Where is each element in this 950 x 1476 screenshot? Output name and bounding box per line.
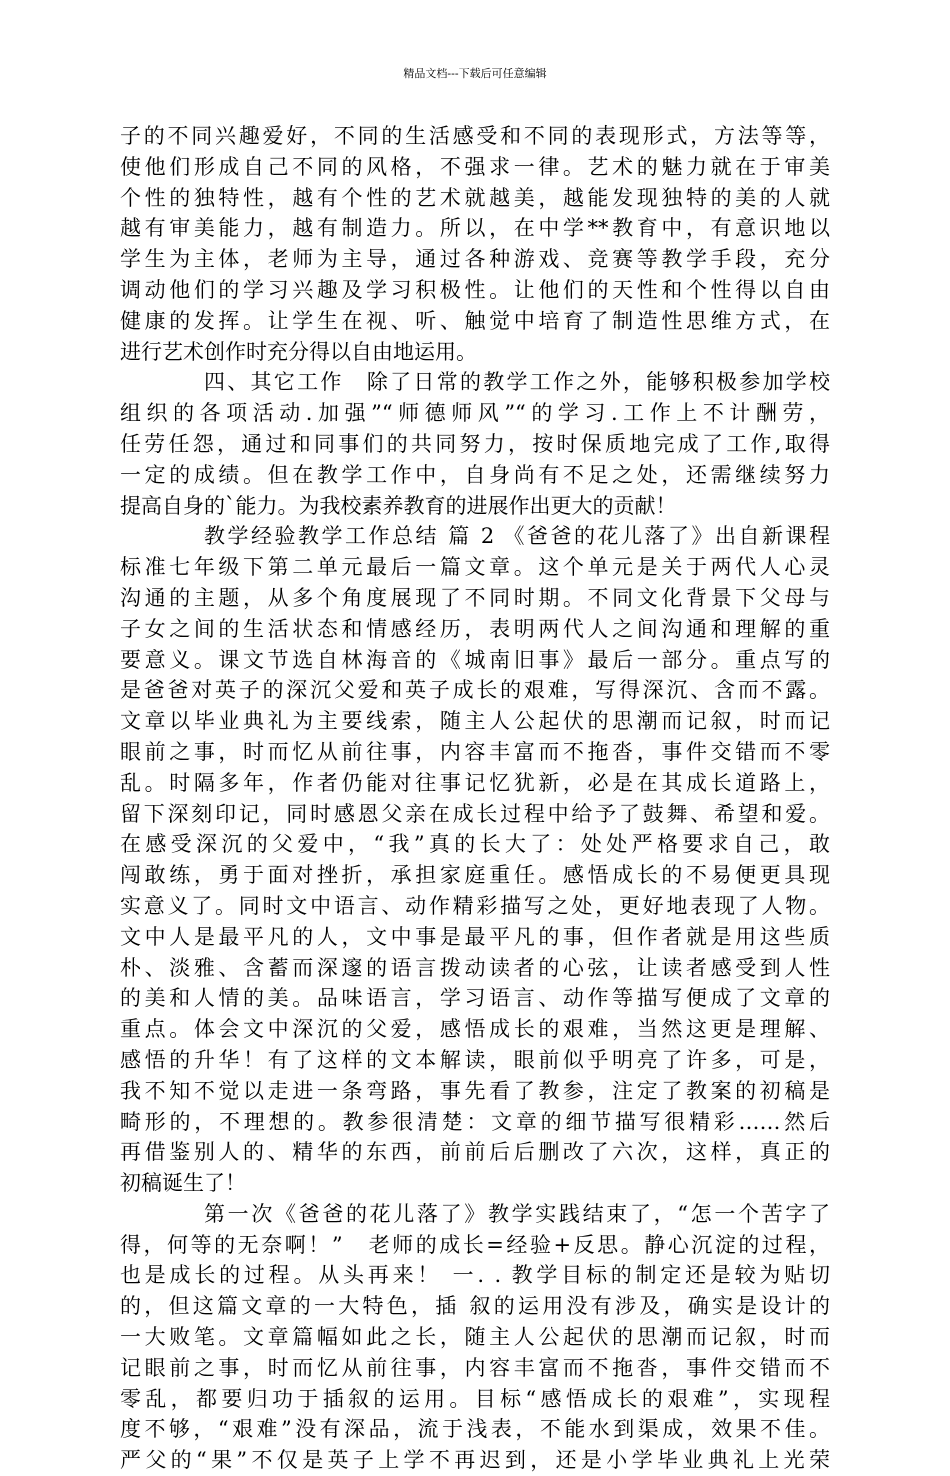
text-line: 越有审美能力，越有制造力。所以，在中学**教育中，有意识地以 bbox=[120, 216, 830, 241]
text-line: 要意义。课文节选自林海音的《城南旧事》最后一部分。重点写的 bbox=[120, 647, 830, 672]
text-line: 闯敢练，勇于面对挫折，承担家庭重任。感悟成长的不易便更具现 bbox=[120, 863, 830, 888]
text-line: 是爸爸对英子的深沉父爱和英子成长的艰难，写得深沉、含而不露。 bbox=[120, 678, 830, 703]
text-line: 的，但这篇文章的一大特色，插 叙的运用没有涉及，确实是设计的 bbox=[120, 1294, 830, 1319]
text-line: 记眼前之事，时而忆从前往事，内容丰富而不拖沓，事件交错而不 bbox=[120, 1355, 830, 1380]
text-line: 留下深刻印记，同时感恩父亲在成长过程中给予了鼓舞、希望和爱。 bbox=[120, 801, 830, 826]
page-header: 精品文档---下载后可任意编辑 bbox=[403, 67, 547, 80]
text-line: 第一次《爸爸的花儿落了》教学实践结束了，“怎一个苦字了 bbox=[204, 1201, 830, 1226]
text-line: 使他们形成自己不同的风格，不强求一律。艺术的魅力就在于审美 bbox=[120, 154, 830, 179]
text-line: 一大败笔。文章篇幅如此之长，随主人公起伏的思潮而记叙，时而 bbox=[120, 1325, 830, 1350]
text-line: 在感受深沉的父爱中，“我”真的长大了：处处严格要求自己，敢 bbox=[120, 832, 830, 857]
text-line: 感悟的升华！有了这样的文本解读，眼前似乎明亮了许多，可是， bbox=[120, 1047, 830, 1072]
text-line: 健康的发挥。让学生在视、听、触觉中培育了制造性思维方式，在 bbox=[120, 308, 830, 333]
text-line: 沟通的主题，从多个角度展现了不同时期。不同文化背景下父母与 bbox=[120, 585, 830, 610]
text-line: 零乱，都要归功于插叙的运用。目标“感悟成长的艰难”，实现程 bbox=[120, 1386, 830, 1411]
text-line: 再借鉴别人的、精华的东西，前前后后删改了六次，这样，真正的 bbox=[120, 1140, 830, 1165]
text-line: 初稿诞生了！ bbox=[120, 1171, 246, 1196]
text-line: 度不够，“艰难”没有深品，流于浅表，不能水到渠成，效果不佳。 bbox=[120, 1417, 830, 1442]
text-line: 的美和人情的美。品味语言，学习语言、动作等描写便成了文章的 bbox=[120, 986, 830, 1011]
text-line: 严父的“果”不仅是英子上学不再迟到，还是小学毕业典礼上光荣 bbox=[120, 1448, 830, 1473]
text-line: 也是成长的过程。从头再来！ 一. . 教学目标的制定还是较为贴切 bbox=[120, 1263, 830, 1288]
text-line: 进行艺术创作时充分得以自由地运用。 bbox=[120, 339, 477, 364]
text-line: 教学经验教学工作总结 篇 2 《爸爸的花儿落了》出自新课程 bbox=[204, 524, 830, 549]
text-line: 学生为主体，老师为主导，通过各种游戏、竞赛等教学手段，充分 bbox=[120, 247, 830, 272]
text-line: 畸形的，不理想的。教参很清楚：文章的细节描写很精彩……然后 bbox=[120, 1109, 830, 1134]
text-line: 乱。时隔多年，作者仍能对往事记忆犹新，必是在其成长道路上， bbox=[120, 770, 830, 795]
text-line: 子的不同兴趣爱好，不同的生活感受和不同的表现形式，方法等等， bbox=[120, 124, 830, 148]
text-line: 个性的独特性，越有个性的艺术就越美，越能发现独特的美的人就 bbox=[120, 185, 830, 210]
text-line: 我不知不觉以走进一条弯路，事先看了教参，注定了教案的初稿是 bbox=[120, 1078, 830, 1103]
text-line: 得，何等的无奈啊！” 老师的成长=经验+反思。静心沉淀的过程， bbox=[120, 1232, 830, 1257]
text-line: 实意义了。同时文中语言、动作精彩描写之处，更好地表现了人物。 bbox=[120, 893, 830, 918]
text-line: 眼前之事，时而忆从前往事，内容丰富而不拖沓，事件交错而不零 bbox=[120, 739, 830, 764]
text-line: 文中人是最平凡的人，文中事是最平凡的事，但作者就是用这些质 bbox=[120, 924, 830, 949]
text-line: 文章以毕业典礼为主要线索，随主人公起伏的思潮而记叙，时而记 bbox=[120, 709, 830, 734]
body-text bbox=[120, 121, 830, 1476]
text-line: 提高自身的`能力。为我校素养教育的进展作出更大的贡献！ bbox=[120, 493, 677, 518]
text-line: 朴、淡雅、含蓄而深邃的语言拨动读者的心弦，让读者感受到人性 bbox=[120, 955, 830, 980]
text-line: 调动他们的学习兴趣及学习积极性。让他们的天性和个性得以自由 bbox=[120, 277, 830, 302]
text-line: 一定的成绩。但在教学工作中，自身尚有不足之处，还需继续努力 bbox=[120, 462, 830, 487]
text-line: 四、其它工作 除了日常的教学工作之外，能够积极参加学校 bbox=[204, 370, 830, 395]
text-line: 子女之间的生活状态和情感经历，表明两代人之间沟通和理解的重 bbox=[120, 616, 830, 641]
text-line: 标准七年级下第二单元最后一篇文章。这个单元是关于两代人心灵 bbox=[120, 555, 830, 580]
text-line: 任劳任怨，通过和同事们的共同努力，按时保质地完成了工作,取得 bbox=[120, 431, 830, 456]
text-line: 重点。体会文中深沉的父爱，感悟成长的艰难，当然这更是理解、 bbox=[120, 1017, 830, 1042]
text-line: 组织的各项活动.加强”“师德师风”“的学习.工作上不计酬劳， bbox=[120, 401, 830, 426]
